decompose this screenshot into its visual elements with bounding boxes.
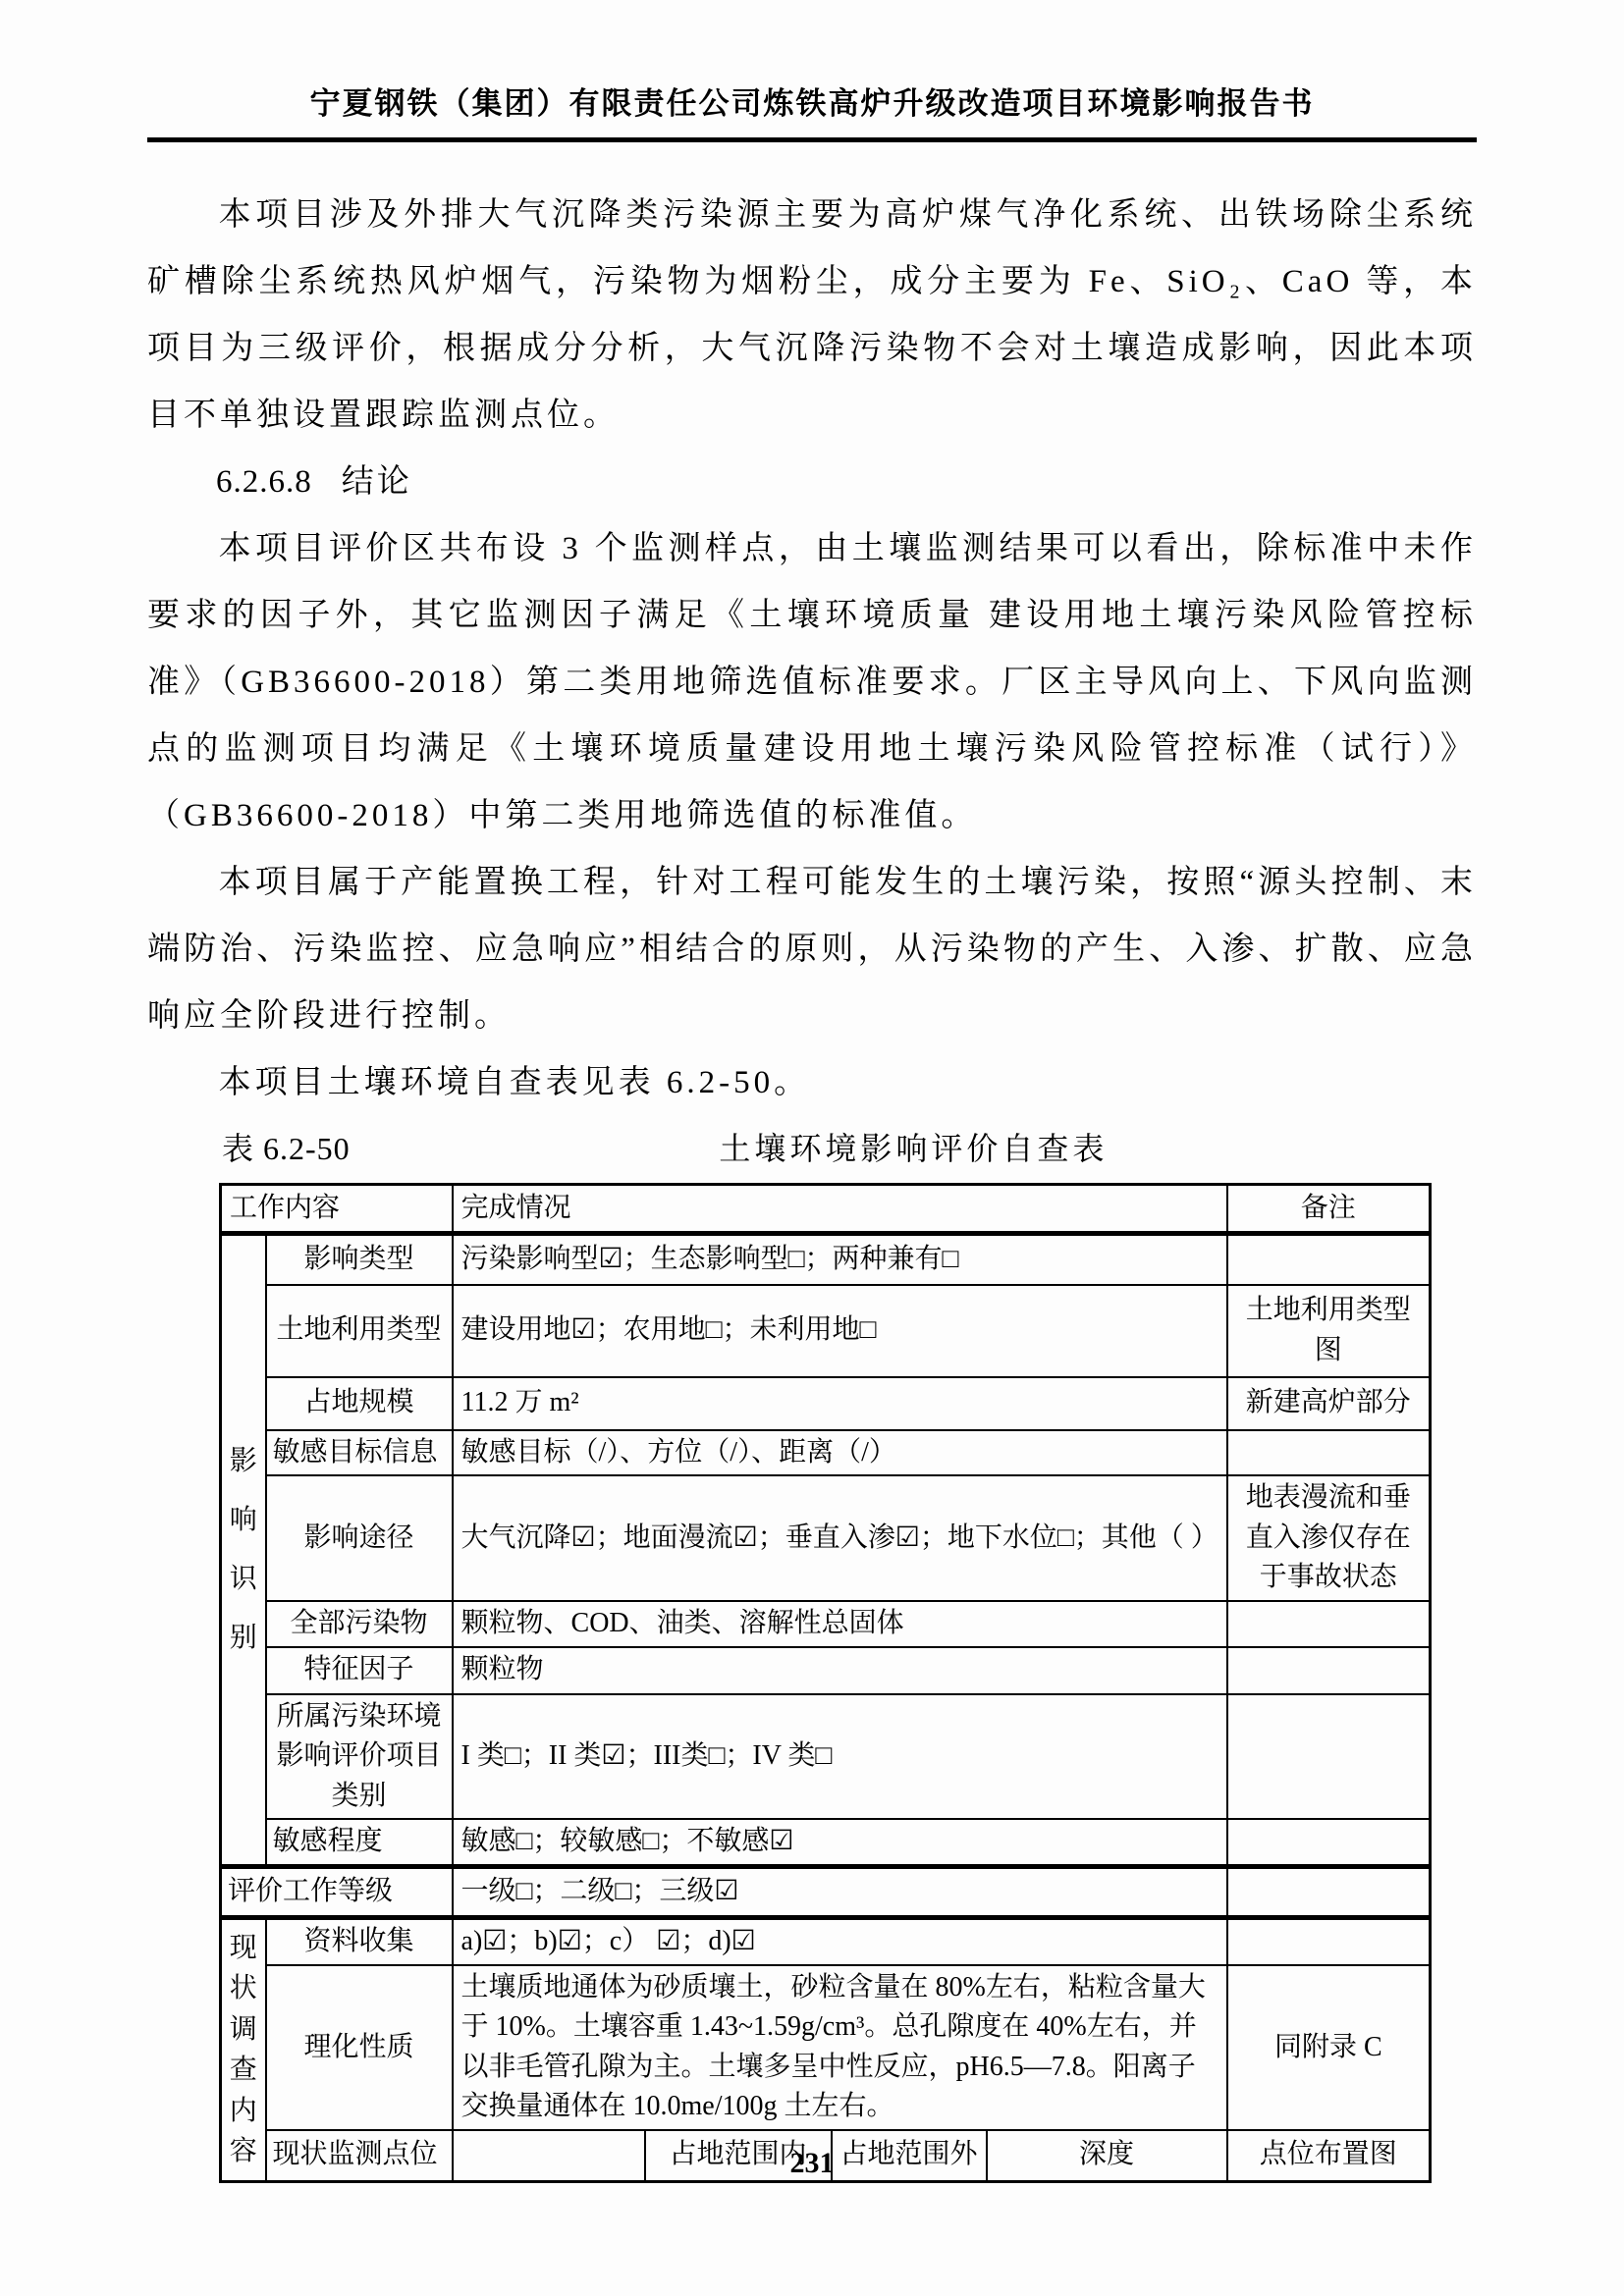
table-row-grade xyxy=(221,1867,1431,1918)
paragraph-table-reference: 本项目土壤环境自查表见表 6.2-50。 xyxy=(218,1065,811,1100)
row-remark: 土地利用类型图 xyxy=(1227,1285,1431,1377)
row-content: 敏感目标（/）、方位（/）、距离（/） xyxy=(453,1430,1227,1476)
row-label: 影响类型 xyxy=(266,1234,453,1285)
monitor-outside-area-cell: 占地范围外 xyxy=(832,2130,987,2181)
row-remark xyxy=(1227,1601,1431,1647)
header-cell-completion: 完成情况 xyxy=(453,1185,1227,1234)
document-title: 宁夏钢铁（集团）有限责任公司炼铁高炉升级改造项目环境影响报告书 xyxy=(309,86,1315,121)
table-caption xyxy=(147,1120,1477,1177)
section-number: 6.2.6.8 xyxy=(216,464,312,500)
row-content: 颗粒物、COD、油类、溶解性总固体 xyxy=(453,1601,1227,1647)
section-heading xyxy=(147,449,1477,515)
table-row xyxy=(221,1819,1431,1866)
paragraph-dust-sources: 本项目涉及外排大气沉降类污染源主要为高炉煤气净化系统、出铁场除尘系统矿槽除尘系统热风炉烟气，污染物为烟粉尘，成分主要为 Fe、SiO₂、CaO 等，本项目为三级评价，根据成分分析，大气沉降污染物不会对土壤造成影响，因此本项目不单独设置跟踪监测点位。 xyxy=(147,197,1477,433)
row-remark: 新建高炉部分 xyxy=(1227,1377,1431,1430)
row-content: I 类□；II 类☑；III类□；IV 类□ xyxy=(453,1694,1227,1820)
row-remark: 同附录 C xyxy=(1227,1965,1431,2130)
table-row xyxy=(221,1430,1431,1476)
row-content: 建设用地☑；农用地□；未利用地□ xyxy=(453,1285,1227,1377)
row-content: a)☑；b)☑；c） ☑；d)☑ xyxy=(453,1918,1227,1965)
header-cell-work-content: 工作内容 xyxy=(221,1185,453,1234)
row-content: 土壤质地通体为砂质壤土，砂粒含量在 80%左右，粘粒含量大于 10%。土壤容重 1.43~1.59g/cm³。总孔隙度在 40%左右，并以非毛管孔隙为主。土壤多呈中性反应，pH6.5—7.8。阳离子交换量通体在 10.0me/100g 土左右。 xyxy=(453,1965,1227,2130)
section-label-status-survey: 现状调查内容 xyxy=(221,1918,266,2181)
monitor-depth-cell: 深度 xyxy=(987,2130,1227,2181)
table-header-row xyxy=(221,1185,1431,1234)
table-row xyxy=(221,1601,1431,1647)
table-caption-title: 土壤环境影响评价自查表 xyxy=(719,1131,1109,1166)
row-content: 一级□；二级□；三级☑ xyxy=(453,1867,1227,1918)
table-caption-number: 表 6.2-50 xyxy=(222,1131,351,1166)
row-label: 现状监测点位 xyxy=(266,2130,453,2181)
row-label: 全部污染物 xyxy=(266,1601,453,1647)
section-title: 结论 xyxy=(341,464,412,500)
row-remark xyxy=(1227,1234,1431,1285)
row-content: 敏感□；较敏感□；不敏感☑ xyxy=(453,1819,1227,1866)
row-label: 敏感目标信息 xyxy=(266,1430,453,1476)
row-remark xyxy=(1227,1430,1431,1476)
row-content: 污染影响型☑；生态影响型□；两种兼有□ xyxy=(453,1234,1227,1285)
row-content: 11.2 万 m² xyxy=(453,1377,1227,1430)
row-label: 影响途径 xyxy=(266,1475,453,1601)
page-header xyxy=(147,84,1477,142)
row-remark: 地表漫流和垂直入渗仅存在于事故状态 xyxy=(1227,1475,1431,1601)
self-check-table xyxy=(219,1183,1432,2183)
row-remark xyxy=(1227,1867,1431,1918)
table-row xyxy=(221,1234,1431,1285)
row-label: 土地利用类型 xyxy=(266,1285,453,1377)
row-remark xyxy=(1227,1694,1431,1820)
section-label-impact-identification: 影响识别 xyxy=(221,1234,266,1867)
row-remark xyxy=(1227,1918,1431,1965)
row-label: 敏感程度 xyxy=(266,1819,453,1866)
paragraph-conclusion: 本项目评价区共布设 3 个监测样点，由土壤监测结果可以看出，除标准中未作要求的因子外，其它监测因子满足《土壤环境质量 建设用地土壤污染风险管控标准》（GB36600-2018）第二类用地筛选值标准要求。厂区主导风向上、下风向监测点的监测项目均满足《土壤环境质量建设用地土壤污染风险管控标准（试行）》（GB36600-2018）中第二类用地筛选值的标准值。 xyxy=(147,531,1477,833)
table-row xyxy=(221,1694,1431,1820)
row-content: 颗粒物 xyxy=(453,1647,1227,1694)
table-row xyxy=(221,1475,1431,1601)
row-label: 评价工作等级 xyxy=(221,1867,453,1918)
row-label: 特征因子 xyxy=(266,1647,453,1694)
document-body xyxy=(147,182,1477,2183)
row-remark xyxy=(1227,1647,1431,1694)
monitor-inside-area-cell: 占地范围内 xyxy=(645,2130,832,2181)
table-row xyxy=(221,1965,1431,2130)
row-remark xyxy=(1227,1819,1431,1866)
row-label: 资料收集 xyxy=(266,1918,453,1965)
row-label: 占地规模 xyxy=(266,1377,453,1430)
row-remark: 点位布置图 xyxy=(1227,2130,1431,2181)
row-content: 大气沉降☑；地面漫流☑；垂直入渗☑；地下水位□；其他（ ） xyxy=(453,1475,1227,1601)
table-row xyxy=(221,1918,1431,1965)
page-number: 231 xyxy=(789,2147,835,2179)
table-row xyxy=(221,1647,1431,1694)
row-label: 理化性质 xyxy=(266,1965,453,2130)
table-row xyxy=(221,1377,1431,1430)
paragraph-control-principle: 本项目属于产能置换工程，针对工程可能发生的土壤污染，按照“源头控制、末端防治、污染监控、应急响应”相结合的原则，从污染物的产生、入渗、扩散、应急响应全阶段进行控制。 xyxy=(147,865,1477,1034)
table-row xyxy=(221,1285,1431,1377)
header-cell-remark: 备注 xyxy=(1227,1185,1431,1234)
row-label: 所属污染环境影响评价项目类别 xyxy=(266,1694,453,1820)
